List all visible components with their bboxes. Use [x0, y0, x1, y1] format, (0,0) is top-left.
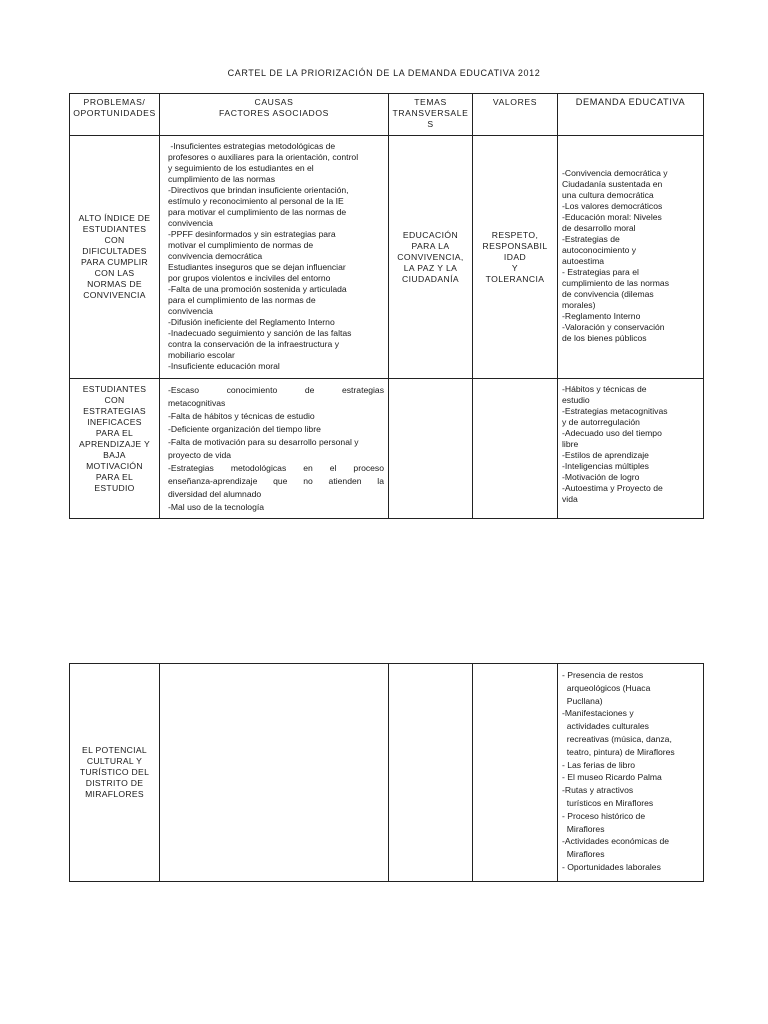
text-line: NORMAS DE: [87, 279, 142, 289]
text-line: ALTO ÍNDICE DE: [78, 213, 151, 223]
text-line: teatro, pintura) de Miraflores: [562, 746, 675, 757]
text-line: -Insuficiente educación moral: [168, 361, 280, 371]
text-line: diversidad del alumnado: [168, 489, 262, 499]
text-line: TEMAS: [414, 97, 447, 107]
text-line: PARA LA: [411, 240, 450, 251]
text-line: libre: [562, 439, 579, 449]
text-line: CULTURAL Y: [86, 756, 143, 766]
table-row-aprendizaje: [70, 379, 704, 519]
text-line: FACTORES ASOCIADOS: [219, 108, 329, 118]
text-line: proyecto de vida: [168, 450, 232, 460]
text-line: CAUSAS: [254, 97, 294, 107]
text-line: -Hábitos y técnicas de: [562, 384, 647, 394]
text-line: - Las ferias de libro: [562, 759, 636, 770]
text-line: autoestima: [562, 255, 605, 266]
text-line: ESTUDIANTES: [82, 224, 147, 234]
text-line: -Estrategias metodológicas en el proceso: [168, 463, 384, 473]
themes-cell: [389, 664, 473, 882]
text-line: -Inteligencias múltiples: [562, 461, 649, 471]
themes-cell: [389, 379, 473, 519]
text-line: -Escaso conocimiento de estrategias: [168, 385, 384, 395]
text-line: -Inadecuado seguimiento y sanción de las faltas: [168, 328, 352, 338]
text-line: ESTUDIANTES: [82, 384, 147, 394]
text-line: enseñanza-aprendizaje que no atienden la: [168, 476, 384, 486]
text-line: RESPONSABIL: [482, 240, 548, 251]
text-line: S: [427, 119, 434, 129]
text-line: -Actividades económicas de: [562, 836, 669, 847]
text-line: de los bienes públicos: [562, 332, 647, 343]
text-line: y seguimiento de los estudiantes en el: [168, 163, 314, 173]
text-line: -Falta de una promoción sostenida y articulada: [168, 284, 347, 294]
text-line: y de autorregulación: [562, 417, 640, 427]
text-line: Miraflores: [562, 849, 605, 860]
text-line: OPORTUNIDADES: [73, 108, 156, 118]
text-line: -Directivos que brindan insuficiente orientación,: [168, 185, 349, 195]
header-themes: [389, 94, 473, 136]
potential-table: [69, 663, 704, 882]
text-line: Miraflores: [562, 823, 605, 834]
text-line: estímulo y reconocimiento al personal de la IE: [168, 196, 344, 206]
values-cell: [473, 664, 558, 882]
table-row-convivencia: [70, 136, 704, 379]
text-line: CON: [104, 395, 125, 405]
text-line: -Valoración y conservación: [562, 321, 665, 332]
problem-cell: [70, 664, 160, 882]
text-line: - Estrategias para el: [562, 266, 639, 277]
problem-cell: [70, 379, 160, 519]
text-line: PARA EL: [95, 472, 134, 482]
text-line: INEFICACES: [87, 417, 142, 427]
text-line: -PPFF desinformados y sin estrategias para: [168, 229, 336, 239]
text-line: Pucllana): [562, 695, 603, 706]
demand-cell: [558, 379, 704, 519]
text-line: Y: [511, 262, 519, 273]
text-line: -Motivación de logro: [562, 472, 640, 482]
text-line: -Mal uso de la tecnología: [168, 502, 265, 512]
text-line: -Falta de motivación para su desarrollo personal y: [168, 437, 359, 447]
text-line: cumplimiento de las normas: [168, 174, 275, 184]
text-line: autoconocimiento y: [562, 244, 637, 255]
text-line: -Educación moral: Niveles: [562, 211, 662, 222]
header-causes: [160, 94, 389, 136]
text-line: cumplimiento de las normas: [562, 277, 669, 288]
text-line: PROBLEMAS/: [83, 97, 146, 107]
text-line: de convivencia (dilemas: [562, 288, 654, 299]
text-line: IDAD: [503, 251, 527, 262]
text-line: por grupos violentos e inciviles del entorno: [168, 273, 331, 283]
causes-cell: [160, 136, 389, 379]
demand-cell: [558, 664, 704, 882]
text-line: -Estrategias de: [562, 233, 620, 244]
text-line: TOLERANCIA: [485, 273, 545, 284]
document-title: CARTEL DE LA PRIORIZACIÓN DE LA DEMANDA EDUCATIVA 2012: [227, 68, 541, 78]
text-line: convivencia: [168, 218, 213, 228]
text-line: EL POTENCIAL: [82, 745, 147, 755]
text-line: MIRAFLORES: [85, 789, 144, 799]
text-line: RESPETO,: [491, 229, 539, 240]
text-line: - Oportunidades laborales: [562, 861, 661, 872]
text-line: -Manifestaciones y: [562, 708, 634, 719]
values-cell: [473, 379, 558, 519]
table-row-potencial: [70, 664, 704, 882]
text-line: -Reglamento Interno: [562, 310, 641, 321]
text-line: EDUCACIÓN: [402, 229, 459, 240]
text-line: TURÍSTICO DEL: [79, 767, 150, 777]
text-line: - El museo Ricardo Palma: [562, 772, 662, 783]
text-line: convivencia democrática: [168, 251, 263, 261]
text-line: -Insuficientes estrategias metodológicas de: [168, 141, 336, 151]
causes-cell: [160, 379, 389, 519]
themes-cell: [389, 136, 473, 379]
text-line: PARA EL: [95, 428, 134, 438]
text-line: LA PAZ Y LA: [403, 262, 458, 273]
text-line: una cultura democrática: [562, 189, 654, 200]
text-line: turísticos en Miraflores: [562, 797, 654, 808]
priority-table: [69, 93, 704, 519]
text-line: de desarrollo moral: [562, 222, 636, 233]
text-line: -Autoestima y Proyecto de: [562, 483, 663, 493]
problem-cell: [70, 136, 160, 379]
causes-cell: [160, 664, 389, 882]
text-line: CON: [104, 235, 125, 245]
text-line: ESTUDIO: [94, 483, 135, 493]
text-line: -Deficiente organización del tiempo libre: [168, 424, 321, 434]
text-line: morales): [562, 299, 596, 310]
text-line: ESTRATEGIAS: [83, 406, 146, 416]
table-header-row: [70, 94, 704, 136]
text-line: para el cumplimiento de las normas de: [168, 295, 316, 305]
text-line: Estudiantes inseguros que se dejan influenciar: [168, 262, 346, 272]
text-line: estudio: [562, 395, 590, 405]
text-line: -Los valores democráticos: [562, 200, 663, 211]
text-line: -Convivencia democrática y: [562, 167, 668, 178]
text-line: -Estilos de aprendizaje: [562, 450, 649, 460]
text-line: -Adecuado uso del tiempo: [562, 428, 662, 438]
text-line: DIFICULTADES: [82, 246, 147, 256]
text-line: contra la conservación de la infraestructura y: [168, 339, 340, 349]
text-line: CONVIVENCIA: [83, 290, 146, 300]
text-line: mobiliario escolar: [168, 350, 235, 360]
text-line: profesores o auxiliares para la orientación, control: [168, 152, 359, 162]
text-line: Ciudadanía sustentada en: [562, 178, 663, 189]
text-line: DISTRITO DE: [85, 778, 144, 788]
text-line: CIUDADANÍA: [401, 273, 459, 284]
text-line: PARA CUMPLIR: [81, 257, 148, 267]
text-line: BAJA: [103, 450, 126, 460]
text-line: TRANSVERSALE: [392, 108, 469, 118]
text-line: -Estrategias metacognitivas: [562, 406, 668, 416]
text-line: arqueológicos (Huaca: [562, 682, 651, 693]
header-demand: DEMANDA EDUCATIVA: [558, 94, 704, 136]
header-values: VALORES: [473, 94, 558, 136]
text-line: -Difusión ineficiente del Reglamento Interno: [168, 317, 335, 327]
text-line: metacognitivas: [168, 398, 226, 408]
values-cell: [473, 136, 558, 379]
demand-cell: [558, 136, 704, 379]
text-line: APRENDIZAJE Y: [78, 439, 151, 449]
text-line: -Falta de hábitos y técnicas de estudio: [168, 411, 315, 421]
text-line: MOTIVACIÓN: [86, 461, 143, 471]
header-problems: [70, 94, 160, 136]
text-line: motivar el cumplimiento de normas de: [168, 240, 314, 250]
text-line: recreativas (música, danza,: [562, 733, 672, 744]
text-line: actividades culturales: [562, 721, 649, 732]
text-line: para motivar el cumplimiento de las normas de: [168, 207, 347, 217]
text-line: CON LAS: [94, 268, 135, 278]
text-line: - Presencia de restos: [562, 670, 644, 680]
text-line: vida: [562, 494, 578, 504]
text-line: convivencia: [168, 306, 213, 316]
text-line: - Proceso histórico de: [562, 810, 646, 821]
text-line: -Rutas y atractivos: [562, 785, 634, 796]
text-line: CONVIVENCIA,: [397, 251, 464, 262]
